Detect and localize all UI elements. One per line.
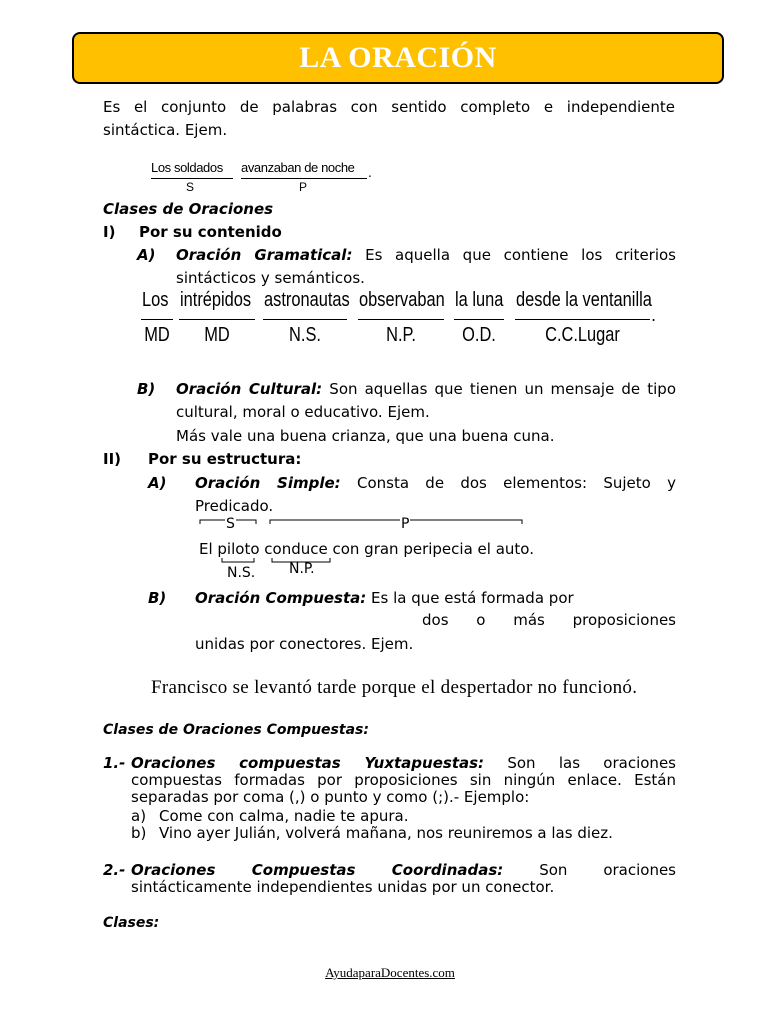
subject-s-label: S xyxy=(226,516,235,532)
coordinadas-term: Oraciones Compuestas Coordinadas: xyxy=(131,861,504,879)
oracion-compuesta-def2: dos o más proposiciones xyxy=(422,611,676,629)
compuesta-example: Francisco se levantó tarde porque el despertador no funcionó. xyxy=(151,677,638,698)
oracion-compuesta-term: Oración Compuesta: xyxy=(195,589,367,607)
analysis-label-ventanilla: C.C.Lugar xyxy=(545,324,620,346)
ns-label: N.S. xyxy=(227,565,256,581)
section1-a-paragraph xyxy=(176,244,676,290)
analysis-line-la-luna xyxy=(454,319,504,320)
footer-link[interactable]: AyudaparaDocentes.com xyxy=(325,965,455,980)
yuxtapuestas-def: Son las oraciones compuestas formadas por proposiciones sin ningún enlace. Están separadas por coma (,) o punto y como (;).- Ejemplo: xyxy=(131,754,676,806)
analysis-line-intrepidos xyxy=(179,319,255,320)
section1-b-paragraph xyxy=(176,378,676,424)
section2-a-paragraph xyxy=(195,472,676,518)
example-b-text: Vino ayer Julián, volverá mañana, nos reuniremos a las diez. xyxy=(159,824,613,842)
analysis-line-observaban xyxy=(358,319,444,320)
oracion-simple-def: Consta de dos elementos: Sujeto y Predicado. xyxy=(195,474,676,515)
analysis-label-intrepidos: MD xyxy=(204,324,230,346)
example-b-letter: b) xyxy=(131,824,147,842)
predicate-label: P xyxy=(299,180,308,194)
section1-title: Por su contenido xyxy=(139,223,282,241)
oracion-compuesta-def3: unidas por conectores. Ejem. xyxy=(195,635,414,653)
yuxtapuestas-term: Oraciones compuestas Yuxtapuestas: xyxy=(131,754,485,772)
example-period: . xyxy=(368,166,372,180)
oracion-simple-term: Oración Simple: xyxy=(195,474,341,492)
coordinadas-def: Son oraciones sintácticamente independientes unidas por un conector. xyxy=(131,861,676,896)
item2-paragraph xyxy=(131,862,676,896)
np-label: N.P. xyxy=(289,561,315,577)
section2-a-label: A) xyxy=(148,474,167,492)
section2-number: II) xyxy=(103,450,122,468)
section1-number: I) xyxy=(103,223,116,241)
analysis-label-la-luna: O.D. xyxy=(462,324,496,346)
analysis-label-los: MD xyxy=(144,324,170,346)
title-banner xyxy=(72,32,724,84)
cultural-example: Más vale una buena crianza, que una buena cuna. xyxy=(176,427,555,445)
example-a-text: Come con calma, nadie te apura. xyxy=(159,807,409,825)
example-predicate: avanzaban de noche xyxy=(241,160,355,175)
predicate-underline xyxy=(241,178,367,179)
section2-b-line1 xyxy=(195,587,574,610)
item2-number: 2.- xyxy=(103,861,126,879)
section1-a-label: A) xyxy=(137,246,156,264)
page-title: LA ORACIÓN xyxy=(299,41,497,74)
oracion-cultural-term: Oración Cultural: xyxy=(176,380,323,398)
analysis-line-ventanilla xyxy=(515,319,650,320)
analysis-word-la-luna: la luna xyxy=(455,289,504,311)
oracion-compuesta-def1: Es la que está formada por xyxy=(371,589,574,607)
clases-heading: Clases de Oraciones xyxy=(103,200,274,218)
analysis-label-observaban: N.P. xyxy=(386,324,416,346)
analysis-word-astronautas: astronautas xyxy=(264,289,350,311)
item1-paragraph xyxy=(131,755,676,806)
oracion-gramatical-term: Oración Gramatical: xyxy=(176,246,353,264)
clases-label: Clases: xyxy=(103,915,160,931)
subject-underline xyxy=(151,178,233,179)
section1-b-label: B) xyxy=(137,380,156,398)
analysis-period: . xyxy=(651,306,657,325)
simple-sentence: El piloto conduce con gran peripecia el auto. xyxy=(199,540,534,558)
analysis-label-astronautas: N.S. xyxy=(289,324,321,346)
subject-label: S xyxy=(186,180,195,194)
analysis-line-los xyxy=(141,319,173,320)
analysis-word-los: Los xyxy=(142,289,169,311)
analysis-word-ventanilla: desde la ventanilla xyxy=(516,289,652,311)
analysis-word-observaban: observaban xyxy=(359,289,445,311)
analysis-word-intrepidos: intrépidos xyxy=(180,289,252,311)
oracion-gramatical-def: Es aquella que contiene los criterios sintácticos y semánticos. xyxy=(176,246,676,287)
example-subject: Los soldados xyxy=(151,160,223,175)
analysis-line-astronautas xyxy=(263,319,347,320)
example-a-letter: a) xyxy=(131,807,147,825)
section2-b-label: B) xyxy=(148,589,167,607)
section2-title: Por su estructura: xyxy=(148,450,302,468)
intro-paragraph: Es el conjunto de palabras con sentido completo e independiente sintáctica. Ejem. xyxy=(103,98,675,139)
oracion-cultural-def: Son aquellas que tienen un mensaje de tipo cultural, moral o educativo. Ejem. xyxy=(176,380,676,421)
compuestas-heading: Clases de Oraciones Compuestas: xyxy=(103,722,369,738)
predicate-p-label: P xyxy=(401,516,410,532)
item1-number: 1.- xyxy=(103,754,126,772)
